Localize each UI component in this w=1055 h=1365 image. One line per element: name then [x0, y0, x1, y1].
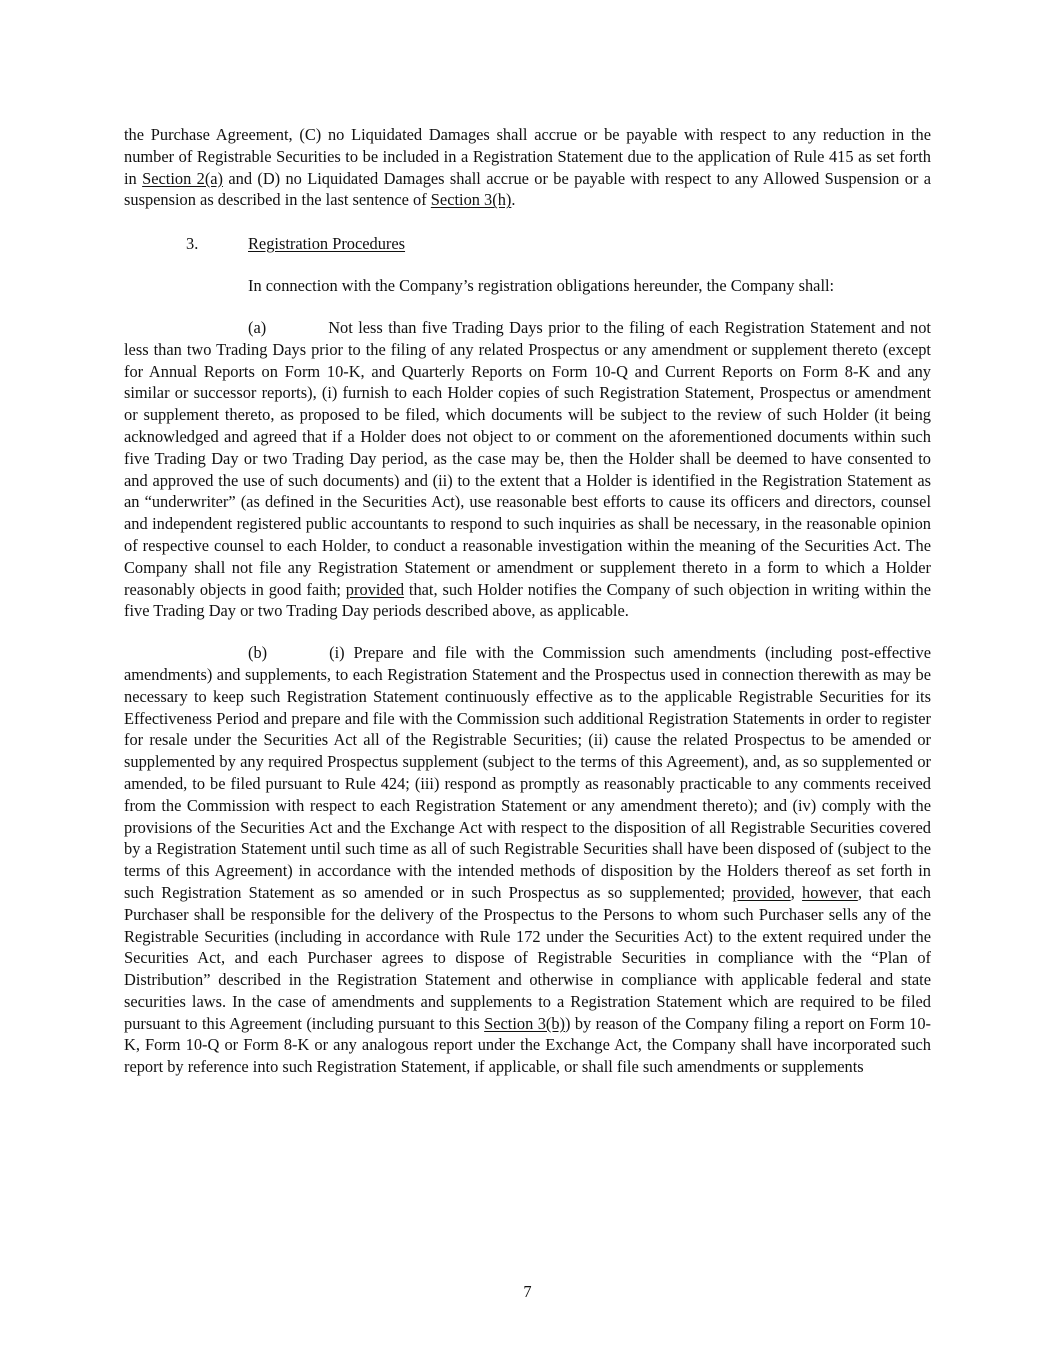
paragraph-b-comma: , [790, 882, 803, 902]
paragraph-b [124, 642, 931, 1078]
section-3h-reference: Section 3(h) [430, 190, 512, 210]
section-heading [124, 233, 931, 255]
section-2a-reference: Section 2(a) [142, 168, 224, 188]
provided-term: provided [345, 579, 405, 599]
paragraph-a-label: (a) [248, 317, 267, 337]
paragraph-b-text-2: , that each Purchaser shall be responsible for the delivery of the Prospectus to the Persons to whom such Purchaser sells any of the Registrable Securities (including in accordance with Rule 172 under the Securities Act) to the extent required under the Securities Act, and each Purchaser agrees to dispose of Registrable Securities in compliance with the “Plan of Distribution” described in the Registration Statement and otherwise in compliance with applicable federal and state securities laws. In the case of amendments and supplements to a Registration Statement which are required to be filed pursuant to this Agreement (including pursuant to this [124, 882, 931, 1033]
carryover-paragraph [124, 124, 931, 211]
paragraph-a-text-2: that, such Holder notifies the Company of such objection in writing within the five Trading Day or two Trading Day periods described above, as applicable. [124, 579, 931, 621]
however-term: however [802, 882, 858, 902]
page-number: 7 [523, 1282, 532, 1301]
carryover-text-1: the Purchase Agreement, (C) no Liquidated Damages shall accrue or be payable with respect to any reduction in the number of Registrable Securities to be included in a Registration Statement due to the application of Rule 415 as set forth in [124, 125, 931, 188]
provided-term: provided [732, 882, 791, 902]
paragraph-b-text-1: (i) Prepare and file with the Commission such amendments (including post-effective amendments) and supplements, to each Registration Statement and the Prospectus used in connection therewith as may be necessary to keep such Registration Statement continuously effective as to the applicable Registrable Securities for its Effectiveness Period and prepare and file with the Commission such additional Registration Statements in order to register for resale under the Securities Act all of the Registrable Securities; (ii) cause the related Prospectus to be amended or supplemented by any required Prospectus supplement (subject to the terms of this Agreement), and, as so supplemented or amended, to be filed pursuant to Rule 424; (iii) respond as promptly as reasonably practicable to any comments received from the Commission with respect to each Registration Statement or any amendment thereto); and (iv) comply with the provisions of the Securities Act and the Exchange Act with respect to the disposition of all Registrable Securities covered by a Registration Statement until such time as all of such Registrable Securities shall have been disposed of (subject to the terms of this Agreement) in accordance with the intended methods of disposition by the Holders thereof as set forth in such Registration Statement as so amended or in such Prospectus as so supplemented; [124, 643, 931, 902]
paragraph-b-label: (b) [248, 643, 268, 663]
carryover-text-3: . [511, 190, 516, 210]
section-3b-reference: Section 3(b) [484, 1013, 565, 1033]
paragraph-a-text-1: Not less than five Trading Days prior to the filing of each Registration Statement and not less than two Trading Days prior to the filing of any related Prospectus or any amendment or supplement thereto (except for Annual Reports on Form 10-K, and Quarterly Reports on Form 10-Q and Current Reports on Form 8-K and any similar or successor reports), (i) furnish to each Holder copies of such Registration Statement, Prospectus or amendment or supplement thereto, as proposed to be filed, which documents will be subject to the review of such Holder (it being acknowledged and agreed that if a Holder does not object to or comment on the aforementioned documents within such five Trading Day or two Trading Day period, as the case may be, then the Holder shall be deemed to have consented to and approved the use of such documents) and (ii) to the extent that a Holder is identified in the Registration Statement as an “underwriter” (as defined in the Securities Act), use reasonable best efforts to cause its officers and directors, counsel and independent registered public accountants to respond to such inquiries as shall be necessary, in the reasonable opinion of respective counsel to each Holder, to conduct a reasonable investigation within the meaning of the Securities Act. The Company shall not file any Registration Statement or amendment or supplement thereto in a form to which a Holder reasonably objects in good faith; [124, 317, 931, 599]
carryover-text-2: and (D) no Liquidated Damages shall accrue or be payable with respect to any Allowed Suspension or a suspension as described in the last sentence of [124, 168, 931, 210]
paragraph-b-text-3: ) by reason of the Company filing a report on Form 10-K, Form 10-Q or Form 8-K or any analogous report under the Exchange Act, the Company shall have incorporated such report by reference into such Registration Statement, if applicable, or shall file such amendments or supplements [124, 1013, 931, 1077]
paragraph-a [124, 317, 931, 622]
document-page [124, 124, 931, 1078]
section-intro: In connection with the Company’s registration obligations hereunder, the Company shall: [248, 276, 835, 296]
section-title: Registration Procedures [248, 234, 406, 254]
section-number: 3. [186, 234, 199, 254]
